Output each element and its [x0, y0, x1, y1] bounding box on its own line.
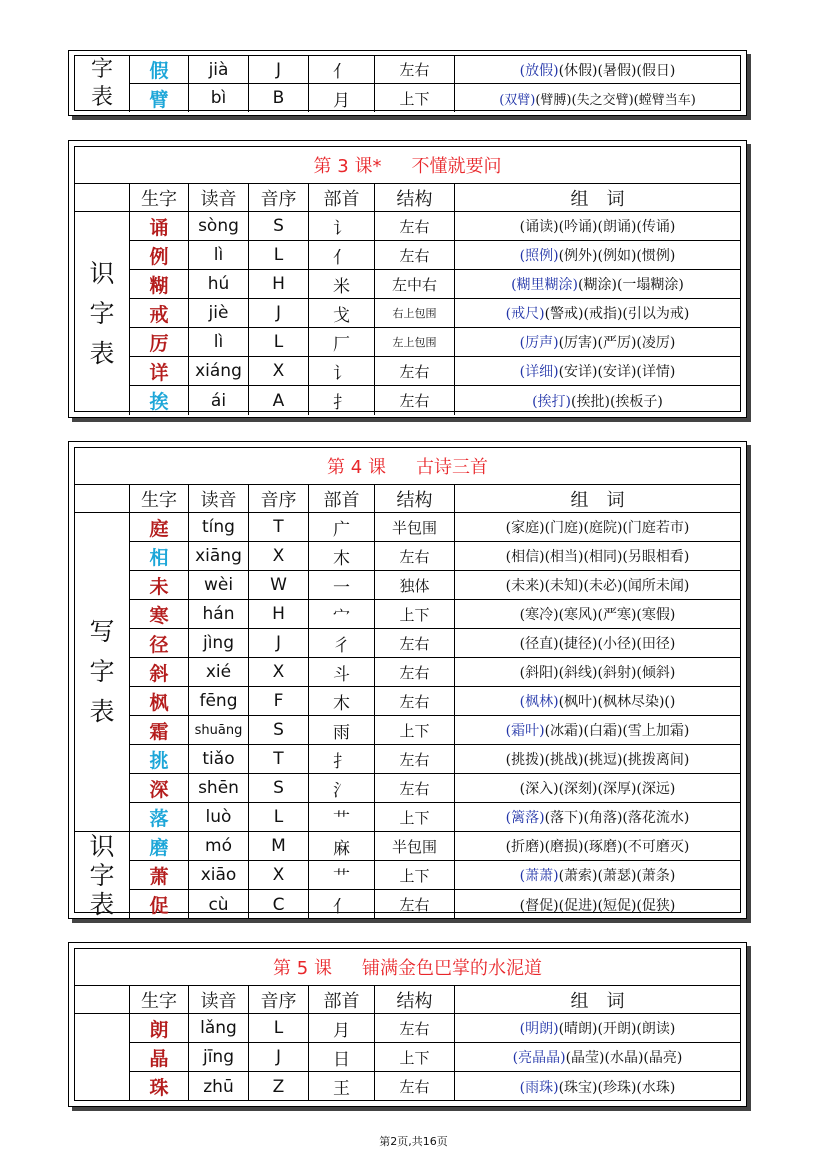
order-cell: Z	[249, 1072, 309, 1101]
pinyin-cell: hú	[189, 270, 249, 299]
page-footer: 第2页,共16页	[379, 1135, 448, 1148]
structure-cell: 左右	[375, 629, 455, 658]
char-cell: 寒	[130, 600, 189, 629]
pinyin-cell: shuāng	[189, 716, 249, 745]
header-radical: 部首	[309, 184, 375, 212]
words-cell: (雨珠) (珠宝)(珍珠)(水珠)	[519, 1079, 676, 1096]
header-blank	[75, 986, 130, 1014]
header-pinyin: 读音	[189, 986, 249, 1014]
order-cell: X	[249, 861, 309, 890]
pinyin-cell: luò	[189, 803, 249, 832]
char-cell: 未	[130, 571, 189, 600]
words-cell: (挑拨)(挑战)(挑逗)(挑拨离间)	[455, 745, 740, 774]
pinyin-cell: xiáng	[189, 357, 249, 386]
pinyin-cell: ái	[189, 386, 249, 415]
words-cell: (双臂) (臂膊)(失之交臂)(螳臂当车)	[499, 92, 696, 108]
order-cell: T	[249, 745, 309, 774]
header-pinyin: 读音	[189, 485, 249, 513]
char-cell: 例	[130, 241, 189, 270]
header-structure: 结构	[375, 986, 455, 1014]
side-label-read: 识 字 表	[75, 832, 130, 919]
order-cell: X	[249, 357, 309, 386]
order-cell: X	[249, 658, 309, 687]
order-cell: S	[249, 774, 309, 803]
structure-cell: 左右	[375, 212, 455, 241]
radical-cell: 讠	[309, 357, 375, 386]
char-cell: 霜	[130, 716, 189, 745]
header-words: 组 词	[455, 986, 740, 1014]
structure-cell: 上下	[375, 803, 455, 832]
pinyin-cell: bì	[189, 84, 249, 112]
order-cell: F	[249, 687, 309, 716]
pinyin-cell: jìng	[189, 629, 249, 658]
words-cell: (寒冷)(寒风)(严寒)(寒假)	[455, 600, 740, 629]
pinyin-cell: xiāng	[189, 542, 249, 571]
char-cell: 珠	[130, 1072, 189, 1101]
pinyin-cell: zhū	[189, 1072, 249, 1101]
char-cell: 磨	[130, 832, 189, 861]
words-cell: (厉声) (厉害)(严厉)(凌厉)	[455, 328, 740, 357]
lesson2-fragment-table	[68, 50, 747, 116]
radical-cell: 亻	[309, 890, 375, 919]
header-order: 音序	[249, 485, 309, 513]
pinyin-cell: lì	[189, 328, 249, 357]
order-cell: J	[249, 299, 309, 328]
order-cell: L	[249, 803, 309, 832]
radical-cell: 宀	[309, 600, 375, 629]
header-char: 生字	[130, 485, 189, 513]
order-cell: H	[249, 600, 309, 629]
radical-cell: 米	[309, 270, 375, 299]
structure-cell: 上下	[375, 716, 455, 745]
words-cell: (霜叶) (冰霜)(白霜)(雪上加霜)	[455, 716, 740, 745]
char-cell: 挨	[130, 386, 189, 415]
header-radical: 部首	[309, 485, 375, 513]
radical-cell: 月	[309, 1014, 375, 1043]
words-cell: (未来)(未知)(未必)(闻所未闻)	[455, 571, 740, 600]
pinyin-cell: sòng	[189, 212, 249, 241]
pinyin-cell: tiǎo	[189, 745, 249, 774]
order-cell: X	[249, 542, 309, 571]
char-cell: 晶	[130, 1043, 189, 1072]
radical-cell: 亻	[309, 241, 375, 270]
words-cell: (径直)(捷径)(小径)(田径)	[455, 629, 740, 658]
words-cell: (糊里糊涂) (糊涂)(一塌糊涂)	[455, 270, 740, 299]
radical-cell: 广	[309, 513, 375, 542]
words-cell: (戒尺) (警戒)(戒指)(引以为戒)	[455, 299, 740, 328]
structure-cell: 半包围	[375, 832, 455, 861]
radical-cell: 彳	[309, 629, 375, 658]
structure-cell: 左右	[375, 687, 455, 716]
words-cell: (放假) (休假)(暑假)(假日)	[455, 56, 740, 84]
header-pinyin: 读音	[189, 184, 249, 212]
lesson-title: 第 3 课* 不懂就要问	[75, 147, 740, 184]
pinyin-cell: hán	[189, 600, 249, 629]
radical-cell: 讠	[309, 212, 375, 241]
words-cell: (枫林) (枫叶)(枫林尽染)()	[455, 687, 740, 716]
structure-cell: 半包围	[375, 513, 455, 542]
side-label-write: 写 字 表	[75, 513, 130, 832]
order-cell: M	[249, 832, 309, 861]
radical-cell: 木	[309, 542, 375, 571]
words-cell: (详细) (安详)(安详)(详情)	[455, 357, 740, 386]
order-cell: L	[249, 328, 309, 357]
radical-cell: 扌	[309, 386, 375, 415]
words-cell: (诵读)(吟诵)(朗诵)(传诵)	[455, 212, 740, 241]
header-blank	[75, 485, 130, 513]
pinyin-cell: tíng	[189, 513, 249, 542]
radical-cell: 氵	[309, 774, 375, 803]
structure-cell: 上下	[375, 600, 455, 629]
pinyin-cell: fēng	[189, 687, 249, 716]
words-cell: (家庭)(门庭)(庭院)(门庭若市)	[455, 513, 740, 542]
order-cell: T	[249, 513, 309, 542]
header-radical: 部首	[309, 986, 375, 1014]
pinyin-cell: lǎng	[189, 1014, 249, 1043]
radical-cell: 日	[309, 1043, 375, 1072]
words-cell: (督促)(促进)(短促)(促狭)	[519, 897, 676, 914]
radical-cell: 王	[309, 1072, 375, 1101]
char-cell: 深	[130, 774, 189, 803]
char-cell: 糊	[130, 270, 189, 299]
lesson3-table	[68, 140, 747, 418]
order-cell: W	[249, 571, 309, 600]
char-cell: 厉	[130, 328, 189, 357]
pinyin-cell: cù	[189, 890, 249, 919]
order-cell: L	[249, 241, 309, 270]
order-cell: S	[249, 716, 309, 745]
structure-cell: 上下	[375, 861, 455, 890]
words-cell: (折磨)(磨损)(琢磨)(不可磨灭)	[455, 832, 740, 861]
char-cell: 萧	[130, 861, 189, 890]
char-cell: 庭	[130, 513, 189, 542]
structure-cell: 左右	[375, 745, 455, 774]
structure-cell: 独体	[375, 571, 455, 600]
header-blank	[75, 184, 130, 212]
structure-cell: 左右	[375, 56, 455, 84]
side-label: 字 表	[75, 56, 130, 112]
order-cell: C	[249, 890, 309, 919]
structure-cell: 左右	[375, 774, 455, 803]
char-cell: 相	[130, 542, 189, 571]
order-cell: B	[249, 84, 309, 112]
header-order: 音序	[249, 986, 309, 1014]
pinyin-cell: wèi	[189, 571, 249, 600]
words-cell: (篱落) (落下)(角落)(落花流水)	[455, 803, 740, 832]
radical-cell: 麻	[309, 832, 375, 861]
words-cell: (萧萧) (萧索)(萧瑟)(萧条)	[455, 861, 740, 890]
words-cell: (深入)(深刻)(深厚)(深远)	[455, 774, 740, 803]
order-cell: L	[249, 1014, 309, 1043]
pinyin-cell: xié	[189, 658, 249, 687]
pinyin-cell: jià	[189, 56, 249, 84]
char-cell: 挑	[130, 745, 189, 774]
radical-cell: 雨	[309, 716, 375, 745]
char-cell: 径	[130, 629, 189, 658]
structure-cell: 左右	[375, 357, 455, 386]
order-cell: S	[249, 212, 309, 241]
words-cell: (斜阳)(斜线)(斜射)(倾斜)	[455, 658, 740, 687]
pinyin-cell: lì	[189, 241, 249, 270]
order-cell: H	[249, 270, 309, 299]
order-cell: J	[249, 629, 309, 658]
order-cell: A	[249, 386, 309, 415]
char-cell: 诵	[130, 212, 189, 241]
structure-cell: 左右	[375, 890, 455, 919]
pinyin-cell: shēn	[189, 774, 249, 803]
char-cell: 枫	[130, 687, 189, 716]
radical-cell: 艹	[309, 803, 375, 832]
radical-cell: 戈	[309, 299, 375, 328]
radical-cell: 一	[309, 571, 375, 600]
order-cell: J	[249, 56, 309, 84]
radical-cell: 亻	[309, 56, 375, 84]
header-char: 生字	[130, 184, 189, 212]
words-cell: (相信)(相当)(相同)(另眼相看)	[455, 542, 740, 571]
lesson-title: 第 5 课 铺满金色巴掌的水泥道	[75, 949, 740, 986]
lesson-title: 第 4 课 古诗三首	[75, 448, 740, 485]
radical-cell: 斗	[309, 658, 375, 687]
structure-cell: 上下	[375, 84, 455, 112]
header-order: 音序	[249, 184, 309, 212]
words-cell: (明朗) (晴朗)(开朗)(朗读)	[455, 1014, 740, 1043]
header-words: 组 词	[455, 485, 740, 513]
radical-cell: 艹	[309, 861, 375, 890]
radical-cell: 月	[309, 84, 375, 112]
words-cell: (亮晶晶) (晶莹)(水晶)(晶亮)	[455, 1043, 740, 1072]
structure-cell: 左上包围	[375, 328, 455, 357]
header-words: 组 词	[455, 184, 740, 212]
side-blank	[75, 1014, 130, 1101]
pinyin-cell: xiāo	[189, 861, 249, 890]
structure-cell: 左右	[375, 386, 455, 415]
header-char: 生字	[130, 986, 189, 1014]
char-cell: 斜	[130, 658, 189, 687]
char-cell: 促	[130, 890, 189, 919]
structure-cell: 左中右	[375, 270, 455, 299]
structure-cell: 左右	[375, 658, 455, 687]
lesson5-table	[68, 942, 747, 1107]
order-cell: J	[249, 1043, 309, 1072]
char-cell: 落	[130, 803, 189, 832]
structure-cell: 左右	[375, 542, 455, 571]
structure-cell: 左右	[375, 1072, 455, 1101]
words-cell: (挨打) (挨批)(挨板子)	[532, 393, 663, 410]
char-cell: 详	[130, 357, 189, 386]
structure-cell: 左右	[375, 241, 455, 270]
pinyin-cell: jiè	[189, 299, 249, 328]
pinyin-cell: mó	[189, 832, 249, 861]
structure-cell: 右上包围	[375, 299, 455, 328]
char-cell: 臂	[130, 84, 189, 112]
structure-cell: 上下	[375, 1043, 455, 1072]
char-cell: 假	[130, 56, 189, 84]
header-structure: 结构	[375, 485, 455, 513]
radical-cell: 厂	[309, 328, 375, 357]
structure-cell: 左右	[375, 1014, 455, 1043]
side-label: 识 字 表	[75, 212, 130, 415]
pinyin-cell: jīng	[189, 1043, 249, 1072]
lesson4-table	[68, 441, 747, 919]
radical-cell: 木	[309, 687, 375, 716]
radical-cell: 扌	[309, 745, 375, 774]
header-structure: 结构	[375, 184, 455, 212]
words-cell: (照例) (例外)(例如)(惯例)	[455, 241, 740, 270]
char-cell: 戒	[130, 299, 189, 328]
char-cell: 朗	[130, 1014, 189, 1043]
